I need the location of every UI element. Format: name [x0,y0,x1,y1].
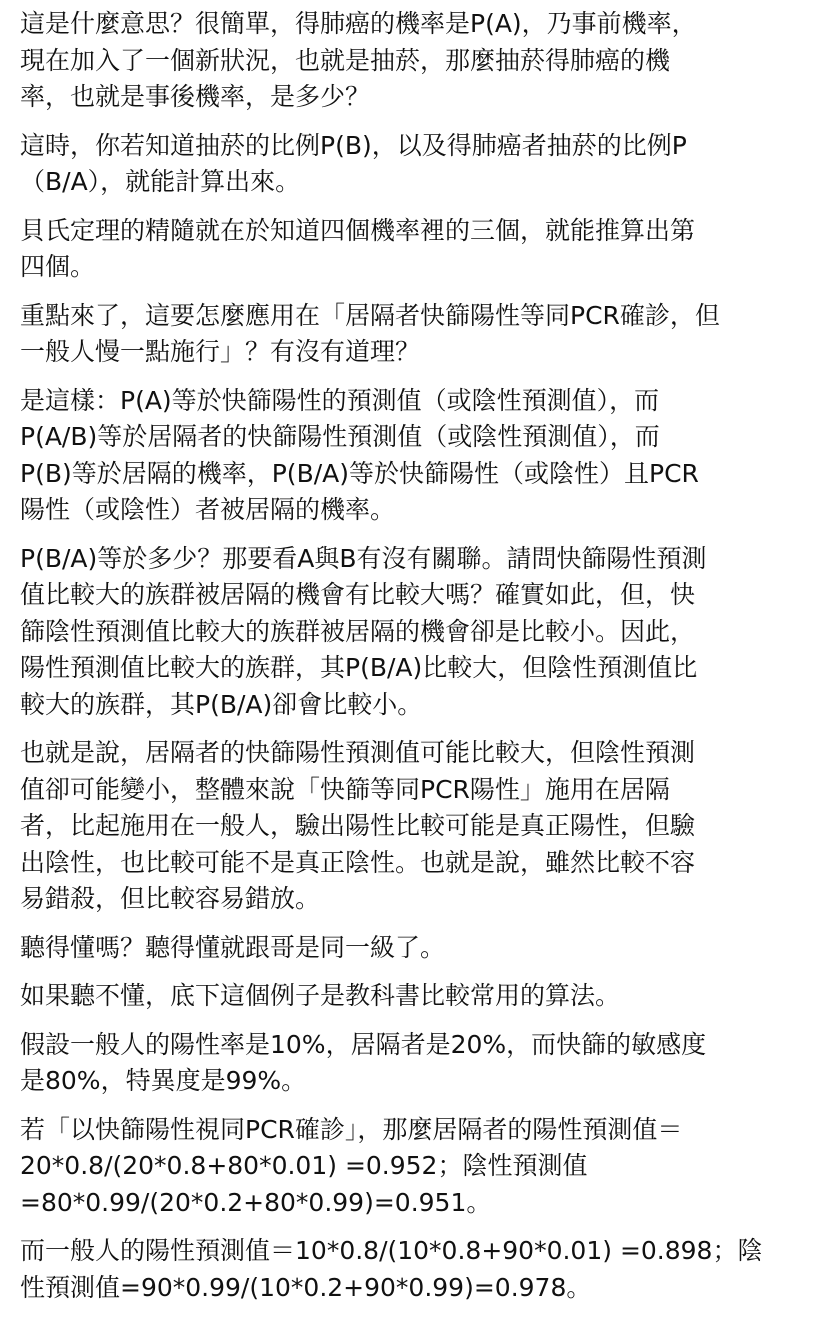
paragraph-9: 如果聽不懂，底下這個例子是教科書比較常用的算法。 [20,981,621,1010]
paragraph-3: 貝氏定理的精隨就在於知道四個機率裡的三個，就能推算出第 四個。 [20,215,696,281]
paragraph-10: 假設一般人的陽性率是10%，居隔者是20%，而快篩的敏感度 是80%，特異度是99%。 [20,1029,707,1095]
paragraph-8: 聽得懂嗎？聽得懂就跟哥是同一級了。 [20,932,446,962]
paragraph-12: 而一般人的陽性預測值＝10*0.8/(10*0.8+90*0.01) =0.898；陰 性預測值=90*0.99/(10*0.2+90*0.99)=0.978。 [20,1236,763,1302]
document-body [20,0,810,1318]
paragraph-6: P(B/A)等於多少？那要看A與B有沒有關聯。請問快篩陽性預測 值比較大的族群被居隔的機會有比較大嗎？確實如此，但，快 篩陰性預測值比較大的族群被居隔的機會卻是比較小。因此， 陽性預測值比較大的族群，其P(B/A)比較大，但陰性預測值比 較大的族群，其P(B/A)卻會比較小。 [20,543,707,719]
paragraph-4: 重點來了，這要怎麼應用在「居隔者快篩陽性等同PCR確診，但 一般人慢一點施行」？有沒有道理？ [20,300,720,366]
paragraph-7: 也就是說，居隔者的快篩陽性預測值可能比較大，但陰性預測 值卻可能變小，整體來說「快篩等同PCR陽性」施用在居隔 者，比起施用在一般人，驗出陽性比較可能是真正陽性，但驗 出陰性，也比較可能不是真正陰性。也就是說，雖然比較不容 易錯殺，但比較容易錯放。 [20,738,696,913]
paragraph-1: 這是什麼意思？很簡單，得肺癌的機率是P(A)，乃事前機率， 現在加入了一個新狀況，也就是抽菸，那麼抽菸得肺癌的機 率，也就是事後機率，是多少？ [20,9,697,111]
paragraph-5: 是這樣：P(A)等於快篩陽性的預測值（或陰性預測值），而 P(A/B)等於居隔者的快篩陽性預測值（或陰性預測值），而 P(B)等於居隔的機率，P(B/A)等於快篩陽性（或陰性）且PCR 陽性（或陰性）者被居隔的機率。 [20,385,699,524]
paragraph-2: 這時，你若知道抽菸的比例P(B)，以及得肺癌者抽菸的比例P （B/A），就能計算出來。 [20,130,687,196]
paragraph-11: 若「以快篩陽性視同PCR確診」，那麼居隔者的陽性預測值＝ 20*0.8/(20*0.8+80*0.01) =0.952；陰性預測值 =80*0.99/(20*0.2+80*0.99)=0.951。 [20,1114,683,1217]
